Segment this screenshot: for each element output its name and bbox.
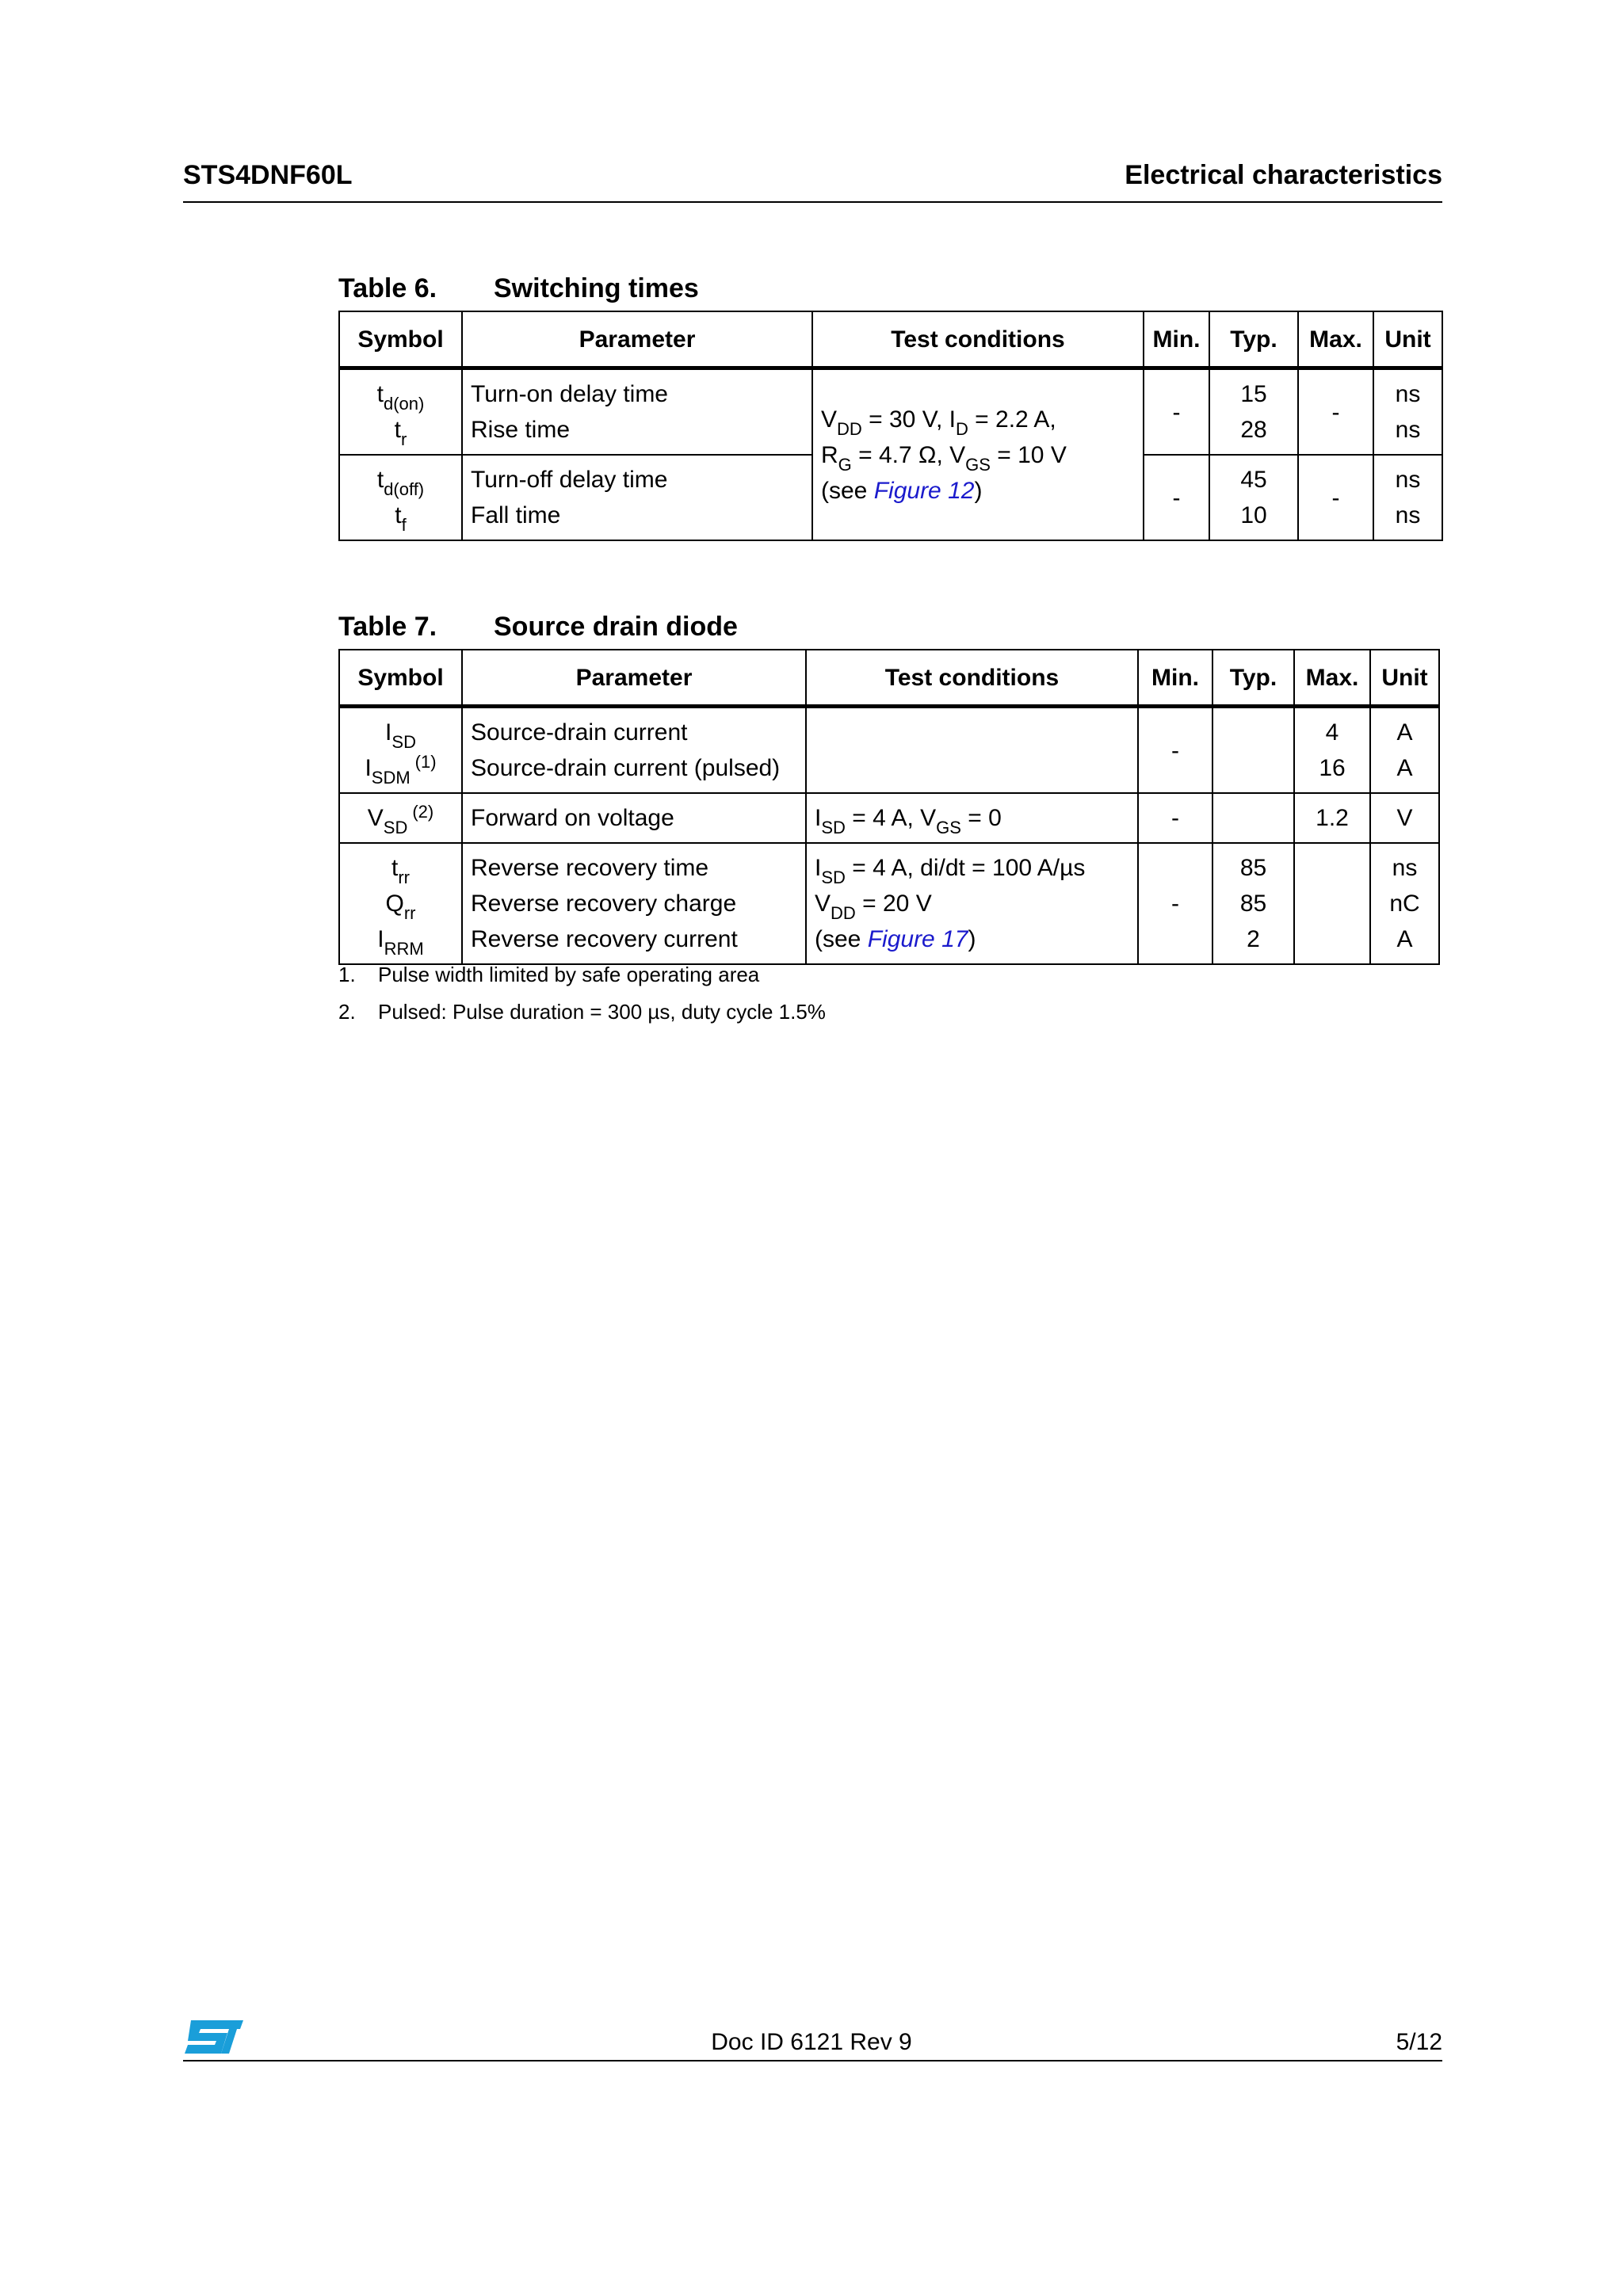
parameter-cell [462,843,806,964]
condition-line: (see Figure 12) [821,477,983,504]
unit-cell: A A [1370,707,1439,794]
table-row [339,843,1439,964]
min-cell: - [1144,368,1209,456]
parameter-text: Fall time [471,502,561,528]
table7-title: Source drain diode [494,612,738,642]
max-cell: - [1298,455,1373,540]
col-header-typ: Typ. [1209,311,1298,368]
page-number: 5/12 [1396,2029,1442,2055]
symbol: $Q_{rr}$ [385,891,416,923]
parameter-text: Turn-on delay time [471,381,668,407]
parameter-cell: Forward on voltage [462,793,806,843]
header-divider [183,201,1442,203]
max-cell: 1.2 [1294,793,1370,843]
table6-number: Table 6. [338,273,437,303]
typ-cell: 15 28 [1209,368,1298,456]
symbol: $I_{SDM}^{(1)}$ [365,752,437,788]
condition-line: $V_{DD} = 20$ V [815,891,932,923]
test-conditions-cell [806,843,1138,964]
table-row [339,368,1442,456]
unit-cell: ns ns [1373,368,1442,456]
switching-times-table [338,311,1443,541]
parameter-text: Reverse recovery current [471,926,738,952]
test-conditions-cell [812,368,1144,541]
condition-line: $V_{DD} = 30$ V, $I_D = 2.2$ A, [821,406,1056,439]
condition-line: (see Figure 17) [815,926,976,952]
table7-number: Table 7. [338,612,437,642]
unit-cell: ns nC A [1370,843,1439,964]
typ-cell: 85 85 2 [1212,843,1294,964]
symbol-cell [339,455,462,540]
figure-17-link[interactable]: Figure 17 [867,926,968,952]
parameter-text: Turn-off delay time [471,467,668,493]
typ-cell: 45 10 [1209,455,1298,540]
table7-caption [338,611,738,643]
col-header-unit: Unit [1373,311,1442,368]
parameter-cell [462,707,806,794]
col-header-max: Max. [1298,311,1373,368]
max-cell: 4 16 [1294,707,1370,794]
footer-divider [183,2060,1442,2061]
parameter-text: Rise time [471,417,571,443]
col-header-typ: Typ. [1212,650,1294,707]
col-header-symbol: Symbol [339,650,462,707]
col-header-min: Min. [1144,311,1209,368]
section-title: Electrical characteristics [1125,160,1442,190]
doc-id: Doc ID 6121 Rev 9 [711,2029,912,2055]
parameter-text: Source-drain current [471,719,688,746]
max-cell [1294,843,1370,964]
typ-cell [1212,793,1294,843]
table-row [339,793,1439,843]
min-cell: - [1138,707,1212,794]
symbol-cell [339,368,462,456]
unit-cell: ns ns [1373,455,1442,540]
parameter-text: Reverse recovery charge [471,891,737,917]
min-cell: - [1144,455,1209,540]
col-header-parameter: Parameter [462,311,812,368]
unit-cell: V [1370,793,1439,843]
symbol: $t_{d(on)}$ [376,381,425,414]
footnote-2: 2. Pulsed: Pulse duration = 300 µs, duty cycle 1.5% [338,1000,826,1024]
source-drain-diode-table [338,649,1440,965]
col-header-max: Max. [1294,650,1370,707]
col-header-unit: Unit [1370,650,1439,707]
table-row [339,707,1439,794]
condition-line: $R_G = 4.7$ Ω, $V_{GS} = 10$ V [821,441,1067,475]
col-header-test-conditions: Test conditions [806,650,1138,707]
col-header-parameter: Parameter [462,650,806,707]
symbol: $I_{RRM}$ [377,926,424,959]
col-header-test-conditions: Test conditions [812,311,1144,368]
typ-cell [1212,707,1294,794]
max-cell: - [1298,368,1373,456]
table6-caption [338,273,699,304]
figure-12-link[interactable]: Figure 12 [873,477,975,504]
table-header-row [339,311,1442,368]
symbol-cell [339,793,462,843]
document-part-number: STS4DNF60L [183,160,353,190]
parameter-cell [462,368,812,456]
parameter-text: Reverse recovery time [471,855,709,881]
footnote-ref: (1) [414,752,437,772]
col-header-symbol: Symbol [339,311,462,368]
symbol-cell [339,843,462,964]
min-cell: - [1138,843,1212,964]
table-header-row [339,650,1439,707]
symbol: $I_{SD}$ [385,719,416,752]
condition-line: $I_{SD} = 4$ A, di/dt = 100 A/µs [815,855,1086,887]
col-header-min: Min. [1138,650,1212,707]
table6-title: Switching times [494,273,699,303]
parameter-cell [462,455,812,540]
parameter-text: Source-drain current (pulsed) [471,755,781,781]
min-cell: - [1138,793,1212,843]
test-conditions-cell: $I_{SD} = 4$ A, $V_{GS} = 0$ [806,793,1138,843]
symbol: $t_f$ [395,502,407,535]
test-conditions-cell [806,707,1138,794]
symbol-cell [339,707,462,794]
symbol: $t_{d(off)}$ [376,467,425,499]
symbol: $t_{rr}$ [391,855,410,887]
symbol: $t_r$ [394,417,407,449]
footnote-1: 1. Pulse width limited by safe operating area [338,963,760,986]
footnote-ref: (2) [412,802,434,822]
symbol: $V_{SD}^{(2)}$ [367,802,434,837]
